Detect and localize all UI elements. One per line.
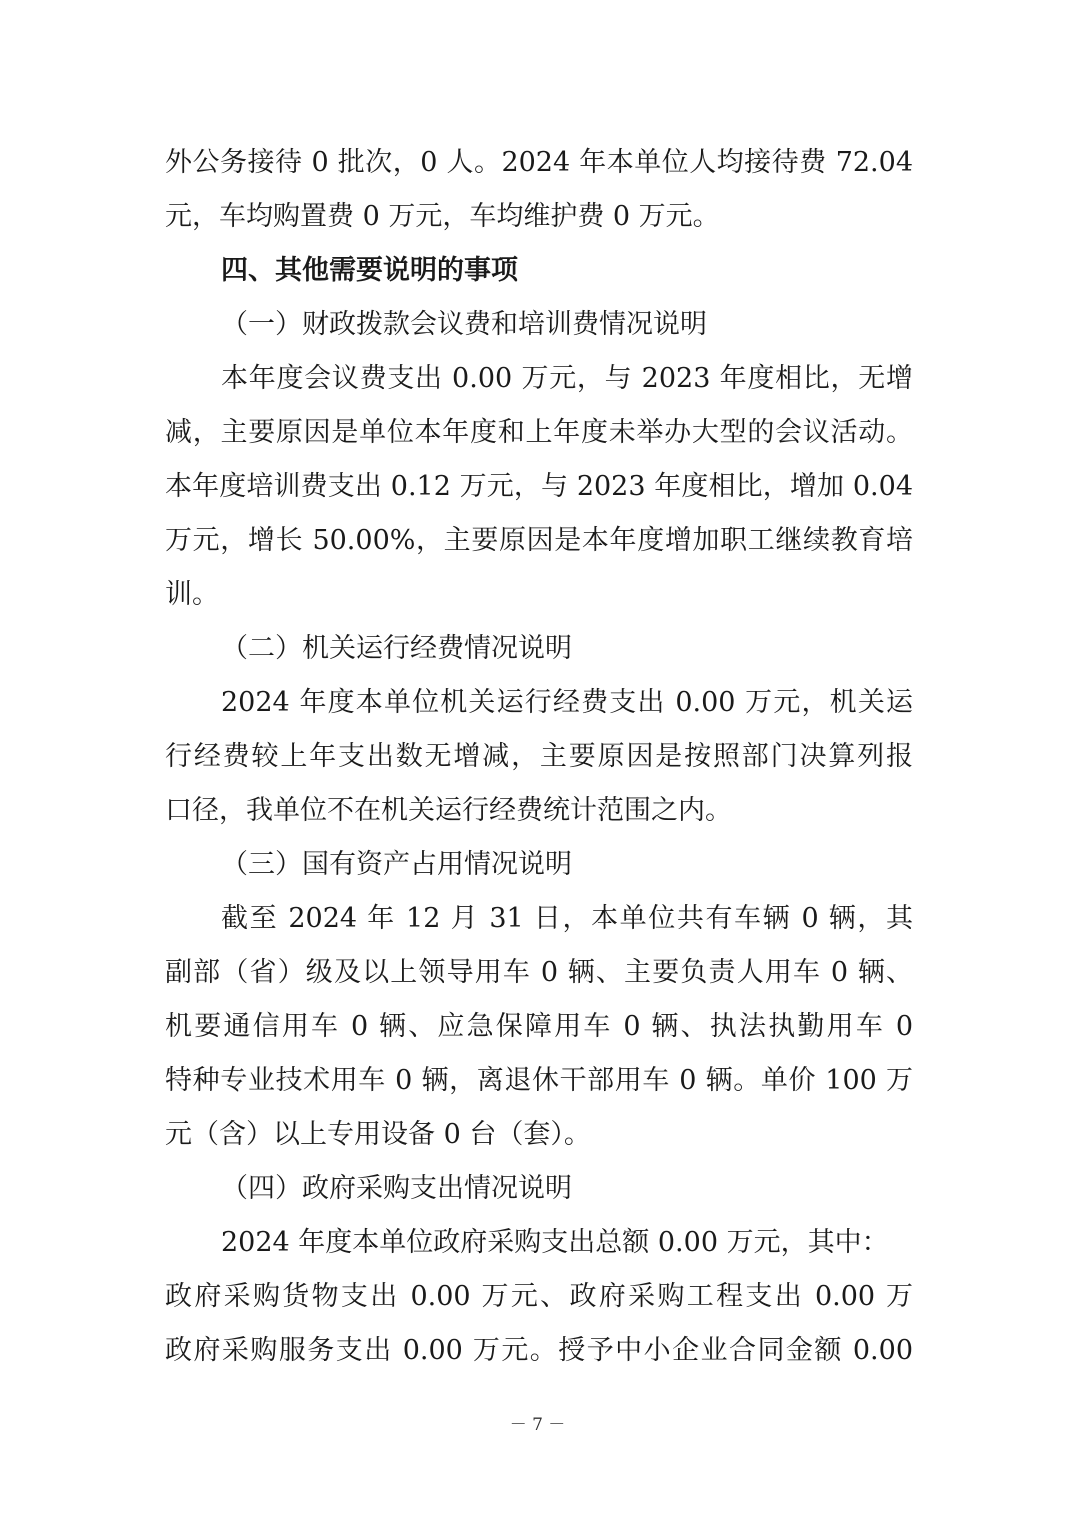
text-line: 政府采购货物支出 0.00 万元、政府采购工程支出 0.00 万 — [165, 1281, 913, 1312]
text-line: 训。 — [165, 579, 219, 610]
text-line: 行经费较上年支出数无增减，主要原因是按照部门决算列报 — [165, 741, 913, 772]
text-line: 元（含）以上专用设备 0 台（套）。 — [165, 1119, 591, 1150]
document-body — [165, 140, 913, 1382]
text-line: 本年度会议费支出 0.00 万元，与 2023 年度相比，无增 — [221, 363, 913, 394]
text-line: 外公务接待 0 批次，0 人。2024 年本单位人均接待费 72.04 — [165, 147, 913, 178]
text-line: 特种专业技术用车 0 辆，离退休干部用车 0 辆。单价 100 万 — [165, 1065, 913, 1096]
text-line: 2024 年度本单位机关运行经费支出 0.00 万元，机关运 — [221, 687, 913, 718]
text-line: 2024 年度本单位政府采购支出总额 0.00 万元，其中： — [221, 1227, 889, 1258]
text-line: 本年度培训费支出 0.12 万元，与 2023 年度相比，增加 0.04 — [165, 471, 913, 502]
text-line: 机要通信用车 0 辆、应急保障用车 0 辆、执法执勤用车 0 — [165, 1011, 913, 1042]
text-line: 元，车均购置费 0 万元，车均维护费 0 万元。 — [165, 201, 720, 232]
text-line: 政府采购服务支出 0.00 万元。授予中小企业合同金额 0.00 — [165, 1335, 913, 1366]
page-number: － 7 － — [509, 1415, 566, 1435]
subsection-heading: （三）国有资产占用情况说明 — [221, 849, 572, 880]
subsection-heading: （四）政府采购支出情况说明 — [221, 1173, 572, 1204]
text-line: 万元，增长 50.00%，主要原因是本年度增加职工继续教育培 — [165, 525, 913, 556]
text-line: 减，主要原因是单位本年度和上年度未举办大型的会议活动。 — [165, 417, 913, 448]
text-line: 截至 2024 年 12 月 31 日，本单位共有车辆 0 辆，其 — [221, 903, 913, 934]
section-heading: 四、其他需要说明的事项 — [221, 255, 518, 286]
text-line: 副部（省）级及以上领导用车 0 辆、主要负责人用车 0 辆、 — [165, 957, 913, 988]
subsection-heading: （二）机关运行经费情况说明 — [221, 633, 572, 664]
text-line: 口径，我单位不在机关运行经费统计范围之内。 — [165, 795, 732, 826]
subsection-heading: （一）财政拨款会议费和培训费情况说明 — [221, 309, 707, 340]
